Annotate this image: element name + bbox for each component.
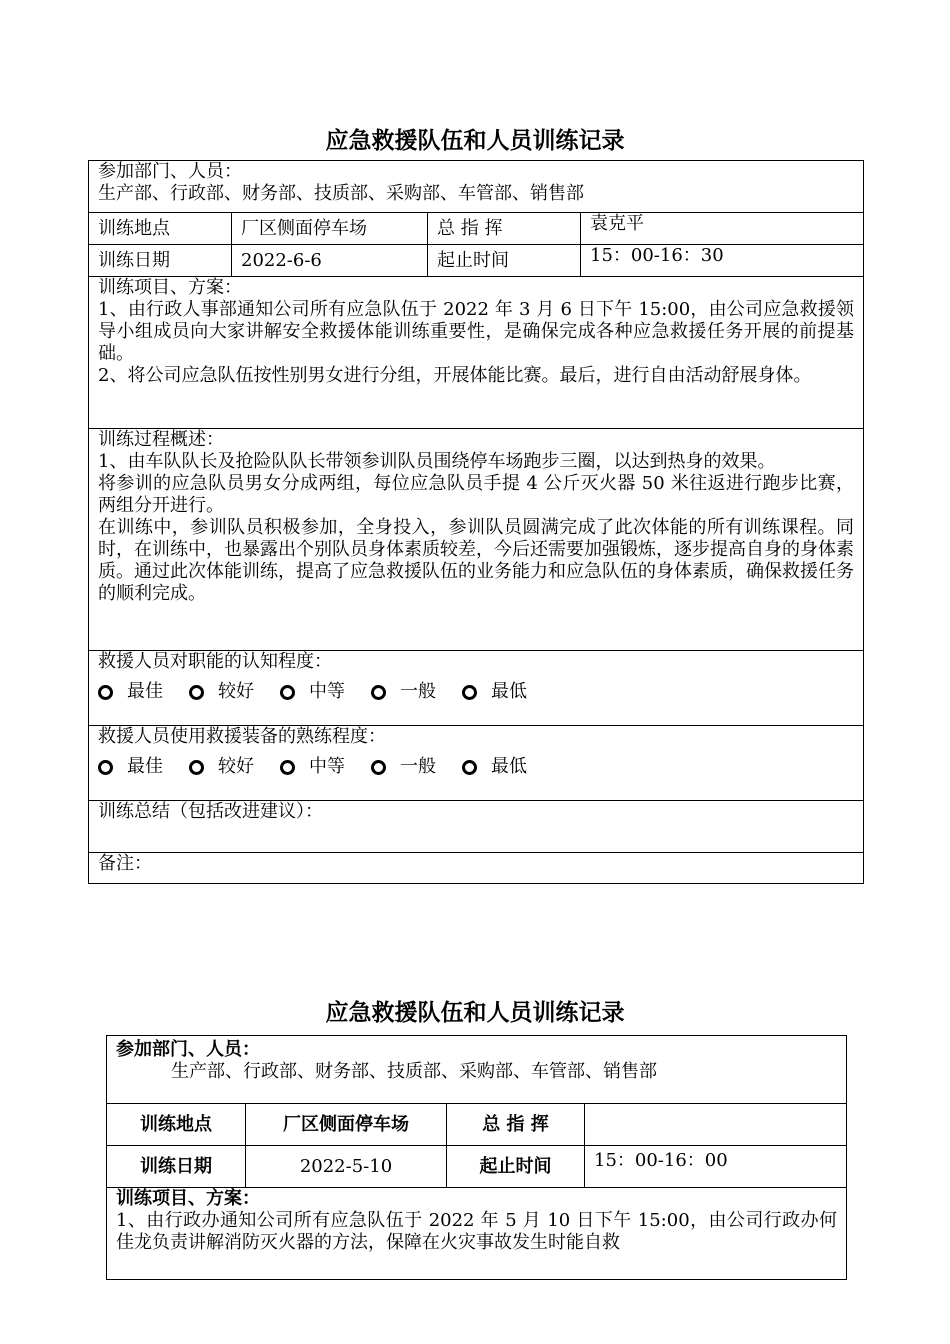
participants-value: 生产部、行政部、财务部、技质部、采购部、车管部、销售部: [171, 1061, 657, 1082]
summary-label: 训练总结（包括改进建议）：: [98, 801, 323, 822]
equipment-option[interactable]: 最佳: [98, 756, 163, 778]
cognition-option[interactable]: 中等: [280, 681, 345, 703]
radio-icon[interactable]: [462, 760, 477, 775]
radio-icon[interactable]: [371, 685, 386, 700]
date-label: 训练日期: [107, 1146, 246, 1188]
participants-label: 参加部门、人员：: [116, 1039, 260, 1060]
date-value: 2022-5-10: [246, 1146, 447, 1188]
radio-icon[interactable]: [462, 685, 477, 700]
plan-item-1: 1、由行政人事部通知公司所有应急队伍于 2022 年 3 月 6 日下午 15:00，由公司应急救援领导小组成员向大家讲解安全救援体能训练重要性，是确保完成各种应急救援任务开展的前提基础。: [98, 299, 854, 364]
summary-cell: [89, 801, 864, 853]
cognition-option[interactable]: 较好: [189, 681, 254, 703]
cognition-option[interactable]: 一般: [371, 681, 436, 703]
equipment-cell: [89, 726, 864, 801]
time-label: 起止时间: [447, 1146, 585, 1188]
location-label: 训练地点: [89, 213, 232, 245]
participants-cell: [107, 1036, 847, 1104]
equipment-option[interactable]: 最低: [462, 756, 527, 778]
date-value: 2022-6-6: [232, 245, 428, 277]
location-value: 厂区侧面停车场: [246, 1104, 447, 1146]
remarks-cell: [89, 853, 864, 884]
equipment-label: 救援人员使用救援装备的熟练程度：: [98, 726, 386, 747]
cognition-label: 救援人员对职能的认知程度：: [98, 651, 332, 672]
radio-icon[interactable]: [280, 685, 295, 700]
time-value: 15：00-16：00: [585, 1146, 847, 1188]
plan-item-1: 1、由行政办通知公司所有应急队伍于 2022 年 5 月 10 日下午 15:00，由公司行政办何佳龙负责讲解消防灭火器的方法，保障在火灾事故发生时能自救: [116, 1210, 837, 1253]
commander-value: 袁克平: [581, 213, 864, 245]
process-item-2: 将参训的应急队员男女分成两组，每位应急队员手提 4 公斤灭火器 50 米往返进行跑步比赛，两组分开进行。: [98, 473, 854, 516]
process-cell: [89, 429, 864, 651]
record-2-title: 应急救援队伍和人员训练记录: [325, 1000, 625, 1026]
commander-label: 总 指 挥: [428, 213, 581, 245]
location-value: 厂区侧面停车场: [232, 213, 428, 245]
equipment-option[interactable]: 一般: [371, 756, 436, 778]
plan-label: 训练项目、方案：: [116, 1188, 260, 1209]
participants-cell: [89, 161, 864, 213]
radio-icon[interactable]: [189, 685, 204, 700]
commander-value: [585, 1104, 847, 1146]
equipment-options: [98, 748, 854, 778]
process-label: 训练过程概述：: [98, 429, 224, 450]
time-label: 起止时间: [428, 245, 581, 277]
plan-label: 训练项目、方案：: [98, 277, 242, 298]
process-item-1: 1、由车队队长及抢险队队长带领参训队员围绕停车场跑步三圈，以达到热身的效果。: [98, 451, 776, 472]
radio-icon[interactable]: [98, 685, 113, 700]
date-label: 训练日期: [89, 245, 232, 277]
training-record-table-1: [88, 160, 864, 884]
training-record-table-2: [106, 1035, 847, 1280]
radio-icon[interactable]: [371, 760, 386, 775]
process-item-3: 在训练中，参训队员积极参加，全身投入，参训队员圆满完成了此次体能的所有训练课程。同时，在训练中，也暴露出个别队员身体素质较差，今后还需要加强锻炼，逐步提高自身的身体素质。通过此次体能训练，提高了应急救援队伍的业务能力和应急队伍的身体素质，确保救援任务的顺利完成。: [98, 517, 854, 604]
cognition-option[interactable]: 最低: [462, 681, 527, 703]
time-value: 15：00-16：30: [581, 245, 864, 277]
remarks-label: 备注：: [98, 853, 152, 874]
record-1-title: 应急救援队伍和人员训练记录: [325, 128, 625, 154]
plan-item-2: 2、将公司应急队伍按性别男女进行分组，开展体能比赛。最后，进行自由活动舒展身体。: [98, 365, 812, 386]
radio-icon[interactable]: [189, 760, 204, 775]
participants-value: 生产部、行政部、财务部、技质部、采购部、车管部、销售部: [98, 183, 584, 204]
radio-icon[interactable]: [98, 760, 113, 775]
radio-icon[interactable]: [280, 760, 295, 775]
plan-cell: [107, 1188, 847, 1280]
commander-label: 总 指 挥: [447, 1104, 585, 1146]
location-label: 训练地点: [107, 1104, 246, 1146]
equipment-option[interactable]: 中等: [280, 756, 345, 778]
equipment-option[interactable]: 较好: [189, 756, 254, 778]
cognition-options: [98, 673, 854, 703]
plan-cell: [89, 277, 864, 429]
cognition-cell: [89, 651, 864, 726]
participants-label: 参加部门、人员：: [98, 161, 242, 182]
cognition-option[interactable]: 最佳: [98, 681, 163, 703]
